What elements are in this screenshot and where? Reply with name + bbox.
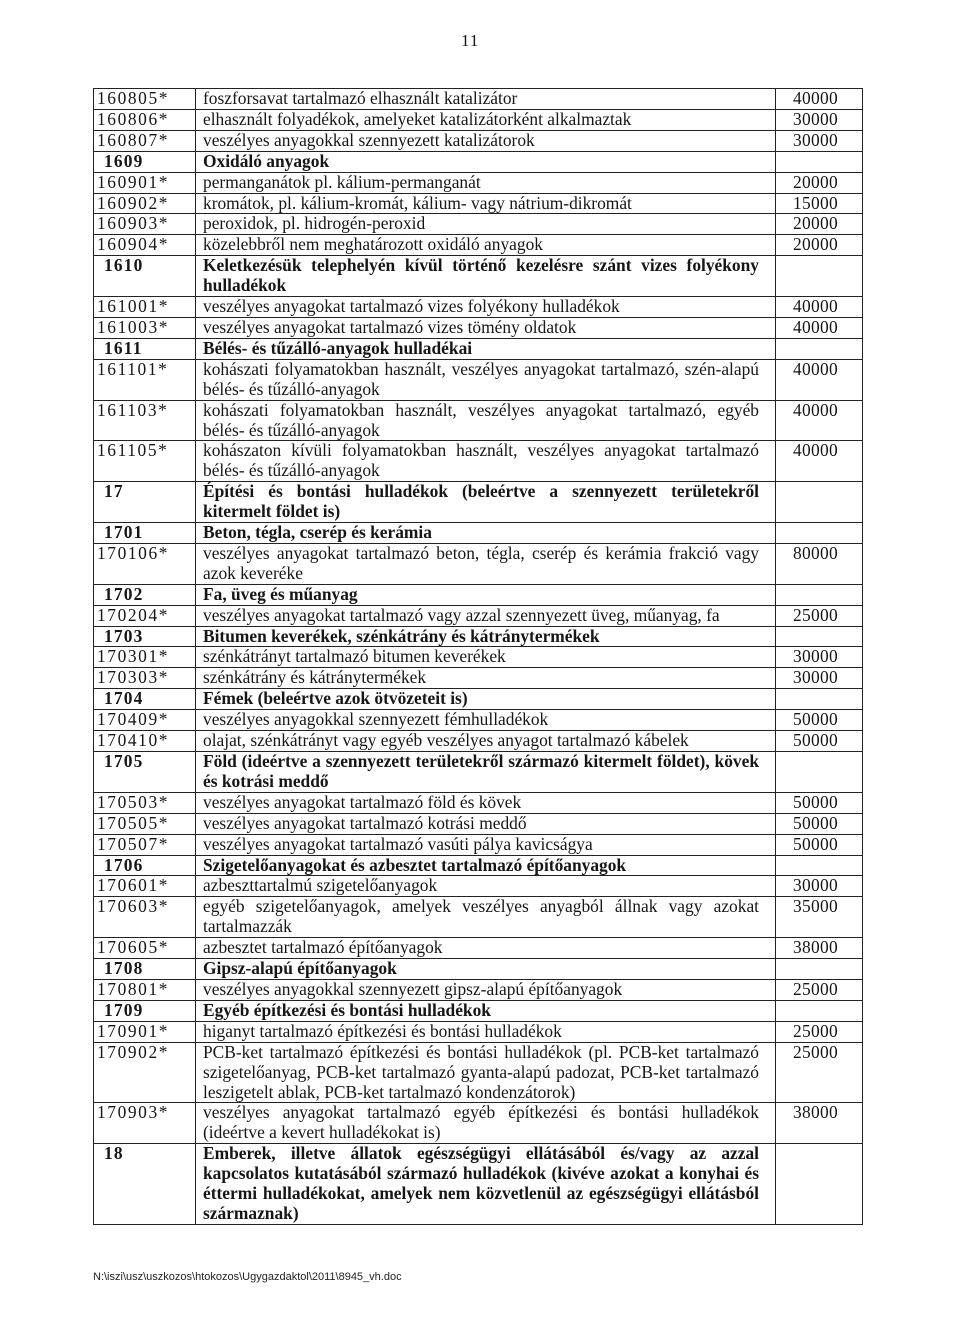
row-amount: 25000	[776, 1042, 863, 1103]
table-row	[94, 109, 863, 130]
row-amount: 30000	[776, 876, 863, 897]
row-description: Emberek, illetve állatok egészségügyi ellátásából és/vagy az azzal kapcsolatos kutatásából származó hulladékok (kivéve azokat a konyhai és éttermi hulladékokat, amelyek nem közvetlenül az egészségügyi ellátásból származnak)	[196, 1144, 776, 1225]
row-amount: 20000	[776, 172, 863, 193]
row-description: veszélyes anyagokat tartalmazó beton, tégla, cserép és kerámia frakció vagy azok keveréke	[196, 543, 776, 584]
row-code: 1706	[94, 855, 196, 876]
row-code: 161101*	[94, 359, 196, 400]
row-description: foszforsavat tartalmazó elhasznált katalizátor	[196, 89, 776, 110]
row-code: 170106*	[94, 543, 196, 584]
row-code: 170503*	[94, 792, 196, 813]
table-row	[94, 400, 863, 441]
row-code: 170601*	[94, 876, 196, 897]
row-description: veszélyes anyagokat tartalmazó vasúti pálya kavicságya	[196, 834, 776, 855]
table-heading-row	[94, 256, 863, 297]
row-amount: 20000	[776, 214, 863, 235]
table-row	[94, 647, 863, 668]
row-code: 1702	[94, 584, 196, 605]
row-description: olajat, szénkátrányt vagy egyéb veszélyes anyagot tartalmazó kábelek	[196, 731, 776, 752]
row-description: veszélyes anyagokkal szennyezett fémhulladékok	[196, 710, 776, 731]
row-description: peroxidok, pl. hidrogén-peroxid	[196, 214, 776, 235]
row-description: veszélyes anyagokat tartalmazó egyéb építkezési és bontási hulladékok (ideértve a kevert hulladékokat is)	[196, 1103, 776, 1144]
row-amount	[776, 151, 863, 172]
row-code: 161105*	[94, 441, 196, 482]
row-amount: 40000	[776, 359, 863, 400]
table-row	[94, 1042, 863, 1103]
row-code: 170204*	[94, 605, 196, 626]
row-description: veszélyes anyagokat tartalmazó kotrási meddő	[196, 813, 776, 834]
row-amount: 40000	[776, 297, 863, 318]
row-description: Keletkezésük telephelyén kívül történő kezelésre szánt vizes folyékony hulladékok	[196, 256, 776, 297]
row-code: 170301*	[94, 647, 196, 668]
table-row	[94, 938, 863, 959]
row-amount: 40000	[776, 400, 863, 441]
row-code: 18	[94, 1144, 196, 1225]
row-amount: 50000	[776, 731, 863, 752]
table-row	[94, 172, 863, 193]
table-row	[94, 876, 863, 897]
table-row	[94, 792, 863, 813]
row-amount: 20000	[776, 235, 863, 256]
row-code: 1701	[94, 523, 196, 544]
row-code: 161001*	[94, 297, 196, 318]
row-amount	[776, 523, 863, 544]
row-amount: 50000	[776, 834, 863, 855]
row-amount	[776, 959, 863, 980]
row-amount	[776, 1144, 863, 1225]
row-amount: 25000	[776, 605, 863, 626]
row-description: szénkátrány és kátránytermékek	[196, 668, 776, 689]
row-description: Beton, tégla, cserép és kerámia	[196, 523, 776, 544]
row-description: azbeszttartalmú szigetelőanyagok	[196, 876, 776, 897]
row-code: 170507*	[94, 834, 196, 855]
table-row	[94, 235, 863, 256]
row-amount: 38000	[776, 1103, 863, 1144]
row-code: 1709	[94, 1000, 196, 1021]
row-description: veszélyes anyagokat tartalmazó vizes tömény oldatok	[196, 317, 776, 338]
row-code: 160805*	[94, 89, 196, 110]
table-row	[94, 731, 863, 752]
table-heading-row	[94, 1000, 863, 1021]
row-description: Oxidáló anyagok	[196, 151, 776, 172]
table-heading-row	[94, 584, 863, 605]
row-code: 161003*	[94, 317, 196, 338]
row-code: 1609	[94, 151, 196, 172]
table-heading-row	[94, 752, 863, 793]
row-amount	[776, 752, 863, 793]
table-row	[94, 710, 863, 731]
row-description: veszélyes anyagokkal szennyezett katalizátorok	[196, 130, 776, 151]
row-amount	[776, 338, 863, 359]
row-code: 1610	[94, 256, 196, 297]
row-description: közelebbről nem meghatározott oxidáló anyagok	[196, 235, 776, 256]
row-code: 170409*	[94, 710, 196, 731]
row-code: 160806*	[94, 109, 196, 130]
row-code: 1703	[94, 626, 196, 647]
row-code: 161103*	[94, 400, 196, 441]
row-description: szénkátrányt tartalmazó bitumen keverékek	[196, 647, 776, 668]
row-code: 160901*	[94, 172, 196, 193]
row-description: Szigetelőanyagokat és azbesztet tartalmazó építőanyagok	[196, 855, 776, 876]
row-description: elhasznált folyadékok, amelyeket katalizátorként alkalmaztak	[196, 109, 776, 130]
row-amount: 80000	[776, 543, 863, 584]
table-heading-row	[94, 959, 863, 980]
row-description: permanganátok pl. kálium-permanganát	[196, 172, 776, 193]
row-code: 160902*	[94, 193, 196, 214]
row-amount: 38000	[776, 938, 863, 959]
row-code: 1708	[94, 959, 196, 980]
table-row	[94, 297, 863, 318]
row-description: kohászaton kívüli folyamatokban használt, veszélyes anyagokat tartalmazó bélés- és tűzálló-anyagok	[196, 441, 776, 482]
table-row	[94, 543, 863, 584]
row-description: Építési és bontási hulladékok (beleértve a szennyezett területekről kitermelt földet is)	[196, 482, 776, 523]
row-code: 160904*	[94, 235, 196, 256]
row-amount	[776, 689, 863, 710]
row-amount	[776, 256, 863, 297]
row-amount: 30000	[776, 130, 863, 151]
row-description: higanyt tartalmazó építkezési és bontási hulladékok	[196, 1021, 776, 1042]
table-heading-row	[94, 626, 863, 647]
row-description: veszélyes anyagokat tartalmazó föld és kövek	[196, 792, 776, 813]
table-row	[94, 1021, 863, 1042]
table-heading-row	[94, 482, 863, 523]
table-row	[94, 317, 863, 338]
row-description: Egyéb építkezési és bontási hulladékok	[196, 1000, 776, 1021]
row-amount: 40000	[776, 441, 863, 482]
table-heading-row	[94, 689, 863, 710]
row-amount: 40000	[776, 317, 863, 338]
table-row	[94, 979, 863, 1000]
table-row	[94, 441, 863, 482]
row-code: 170605*	[94, 938, 196, 959]
table-row	[94, 668, 863, 689]
row-description: Bélés- és tűzálló-anyagok hulladékai	[196, 338, 776, 359]
row-description: kohászati folyamatokban használt, veszélyes anyagokat tartalmazó, egyéb bélés- és tűzálló-anyagok	[196, 400, 776, 441]
row-amount: 50000	[776, 792, 863, 813]
row-amount: 30000	[776, 109, 863, 130]
row-description: Gipsz-alapú építőanyagok	[196, 959, 776, 980]
row-amount	[776, 855, 863, 876]
row-code: 170303*	[94, 668, 196, 689]
table-row	[94, 605, 863, 626]
row-description: kohászati folyamatokban használt, veszélyes anyagokat tartalmazó, szén-alapú bélés- és tűzálló-anyagok	[196, 359, 776, 400]
row-code: 17	[94, 482, 196, 523]
table-heading-row	[94, 855, 863, 876]
row-code: 1704	[94, 689, 196, 710]
table-row	[94, 214, 863, 235]
table-row	[94, 359, 863, 400]
footer-file-path: N:\iszi\usz\uszkozos\htokozos\Ugygazdaktol\2011\8945_vh.doc	[93, 1271, 402, 1283]
row-amount	[776, 1000, 863, 1021]
row-code: 170903*	[94, 1103, 196, 1144]
row-description: Fémek (beleértve azok ötvözeteit is)	[196, 689, 776, 710]
row-amount	[776, 482, 863, 523]
table-row	[94, 813, 863, 834]
table-row	[94, 193, 863, 214]
row-description: Bitumen keverékek, szénkátrány és kátránytermékek	[196, 626, 776, 647]
row-amount: 40000	[776, 89, 863, 110]
row-code: 170801*	[94, 979, 196, 1000]
row-description: PCB-ket tartalmazó építkezési és bontási hulladékok (pl. PCB-ket tartalmazó szigetelőanyag, PCB-ket tartalmazó gyanta-alapú padozat, PCB-ket tartalmazó leszigetelt ablak, PCB-ket tartalmazó kondenzátorok)	[196, 1042, 776, 1103]
row-amount: 15000	[776, 193, 863, 214]
row-amount	[776, 626, 863, 647]
row-code: 170902*	[94, 1042, 196, 1103]
row-description: veszélyes anyagokat tartalmazó vizes folyékony hulladékok	[196, 297, 776, 318]
table-row	[94, 1103, 863, 1144]
row-code: 1705	[94, 752, 196, 793]
row-description: azbesztet tartalmazó építőanyagok	[196, 938, 776, 959]
page-number: 11	[461, 31, 480, 50]
row-description: egyéb szigetelőanyagok, amelyek veszélyes anyagból állnak vagy azokat tartalmazzák	[196, 897, 776, 938]
table-heading-row	[94, 338, 863, 359]
table-row	[94, 897, 863, 938]
row-code: 160807*	[94, 130, 196, 151]
row-code: 170410*	[94, 731, 196, 752]
table-body	[94, 89, 863, 1225]
row-amount: 35000	[776, 897, 863, 938]
table-heading-row	[94, 151, 863, 172]
row-description: Fa, üveg és műanyag	[196, 584, 776, 605]
row-code: 1611	[94, 338, 196, 359]
table-row	[94, 89, 863, 110]
row-description: veszélyes anyagokkal szennyezett gipsz-alapú építőanyagok	[196, 979, 776, 1000]
table-row	[94, 834, 863, 855]
row-amount: 30000	[776, 668, 863, 689]
row-amount: 30000	[776, 647, 863, 668]
row-code: 170901*	[94, 1021, 196, 1042]
row-code: 160903*	[94, 214, 196, 235]
row-code: 170505*	[94, 813, 196, 834]
row-description: kromátok, pl. kálium-kromát, kálium- vagy nátrium-dikromát	[196, 193, 776, 214]
row-amount: 25000	[776, 979, 863, 1000]
row-amount: 50000	[776, 813, 863, 834]
row-amount: 25000	[776, 1021, 863, 1042]
table-row	[94, 130, 863, 151]
row-description: Föld (ideértve a szennyezett területekről származó kitermelt földet), kövek és kotrási meddő	[196, 752, 776, 793]
row-description: veszélyes anyagokat tartalmazó vagy azzal szennyezett üveg, műanyag, fa	[196, 605, 776, 626]
row-amount: 50000	[776, 710, 863, 731]
table-heading-row	[94, 523, 863, 544]
waste-code-table	[93, 88, 863, 1225]
row-amount	[776, 584, 863, 605]
row-code: 170603*	[94, 897, 196, 938]
table-heading-row	[94, 1144, 863, 1225]
